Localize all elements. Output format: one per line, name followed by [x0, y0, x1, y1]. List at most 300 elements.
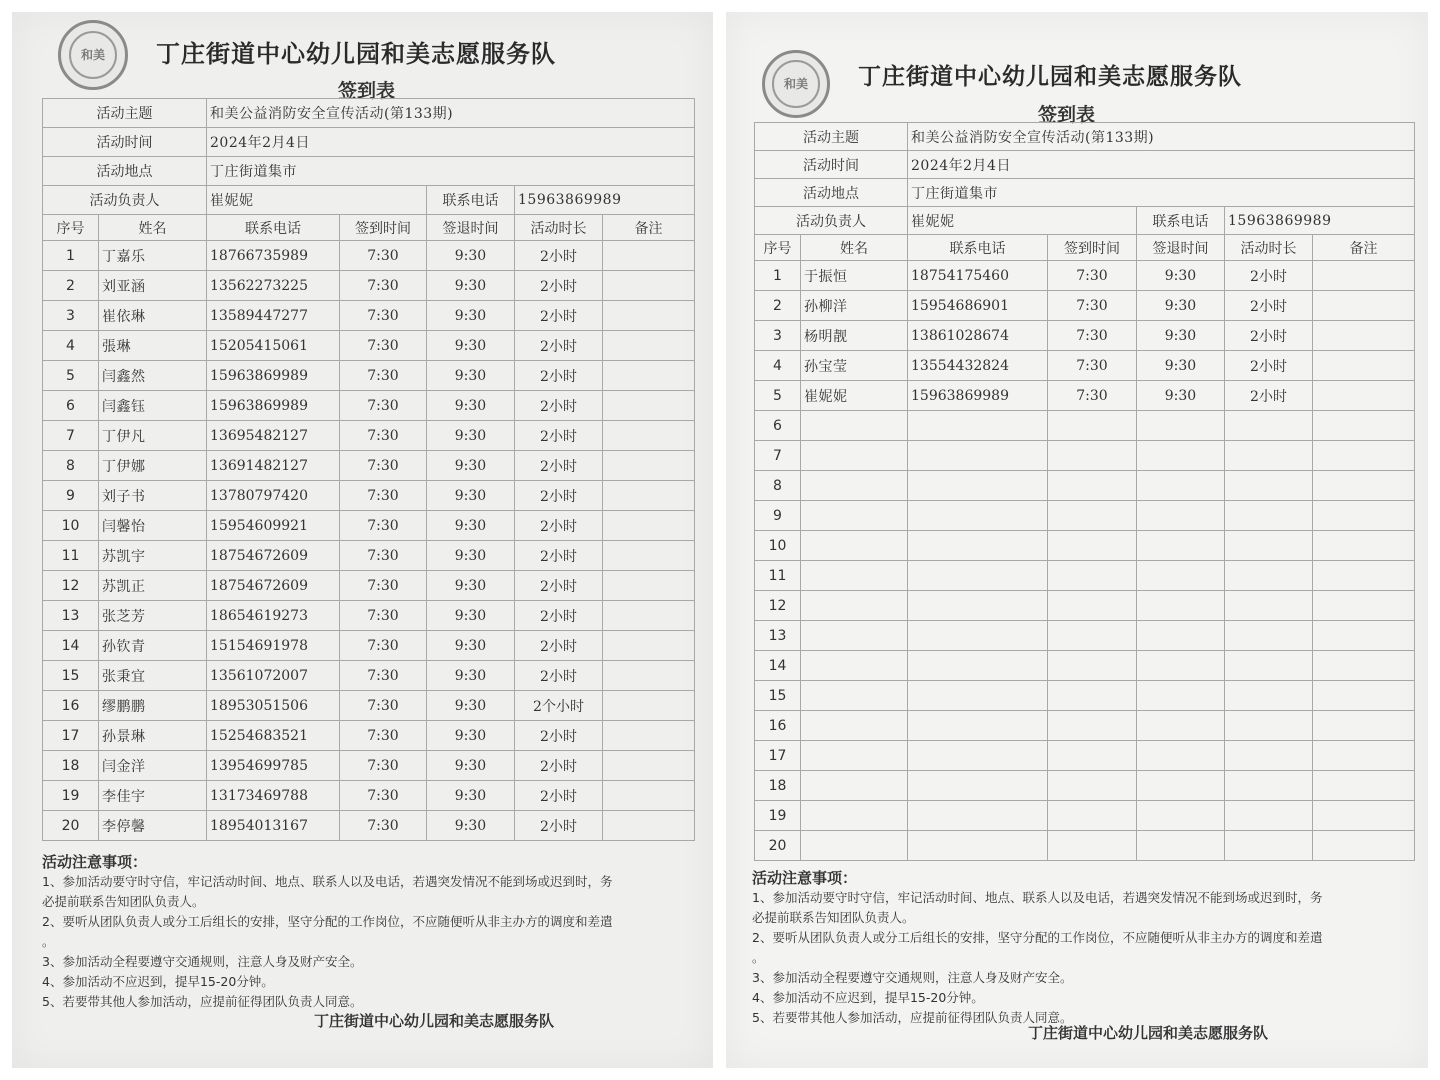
volunteer-name: 杨明靓 [801, 321, 908, 351]
activity-duration: 2小时 [515, 361, 603, 391]
remarks [603, 541, 695, 571]
sign-in-time: 7:30 [340, 481, 427, 511]
activity-duration [1225, 591, 1313, 621]
remarks [603, 601, 695, 631]
team-emblem-icon [58, 20, 128, 90]
col-header-name: 姓名 [99, 215, 207, 241]
row-number: 20 [755, 831, 801, 861]
sign-out-time: 9:30 [1137, 381, 1225, 411]
volunteer-name [801, 621, 908, 651]
note-line: 2、要听从团队负责人或分工后组长的安排，坚守分配的工作岗位，不应随便听从非主办方的调度和差遣 [42, 914, 613, 929]
sign-in-time: 7:30 [340, 691, 427, 721]
col-header-duration: 活动时长 [1225, 235, 1313, 261]
activity-leader: 崔妮妮 [207, 186, 427, 215]
notes-right [752, 868, 1417, 1028]
remarks [1313, 681, 1415, 711]
sign-in-time [1048, 681, 1137, 711]
volunteer-name: 苏凯正 [99, 571, 207, 601]
note-line: 5、若要带其他人参加活动，应提前征得团队负责人同意。 [42, 994, 363, 1009]
footer-org: 丁庄街道中心幼儿园和美志愿服务队 [314, 1012, 555, 1030]
col-header-no: 序号 [43, 215, 99, 241]
volunteer-phone [908, 561, 1048, 591]
col-header-phone: 联系电话 [207, 215, 340, 241]
table-row [43, 721, 695, 751]
sign-in-time: 7:30 [340, 241, 427, 271]
remarks [1313, 411, 1415, 441]
volunteer-name [801, 411, 908, 441]
sign-out-time [1137, 561, 1225, 591]
table-row [43, 691, 695, 721]
note-line: 。 [752, 950, 765, 965]
volunteer-phone: 13561072007 [207, 661, 340, 691]
activity-duration: 2小时 [1225, 291, 1313, 321]
volunteer-phone: 15963869989 [908, 381, 1048, 411]
row-number: 7 [755, 441, 801, 471]
activity-duration: 2小时 [1225, 381, 1313, 411]
volunteer-phone: 15963869989 [207, 391, 340, 421]
activity-place: 丁庄街道集市 [207, 157, 695, 186]
row-number: 11 [43, 541, 99, 571]
label-place: 活动地点 [755, 179, 908, 207]
label-time: 活动时间 [755, 151, 908, 179]
activity-duration: 2小时 [515, 451, 603, 481]
sign-in-time: 7:30 [340, 811, 427, 841]
activity-duration: 2小时 [1225, 351, 1313, 381]
activity-duration: 2小时 [1225, 261, 1313, 291]
volunteer-phone [908, 411, 1048, 441]
remarks [1313, 591, 1415, 621]
volunteer-name [801, 651, 908, 681]
sign-in-time [1048, 561, 1137, 591]
row-number: 9 [43, 481, 99, 511]
sign-out-time [1137, 621, 1225, 651]
volunteer-name: 丁伊凡 [99, 421, 207, 451]
volunteer-name: 孙景琳 [99, 721, 207, 751]
volunteer-phone: 13780797420 [207, 481, 340, 511]
remarks [1313, 261, 1415, 291]
col-header-sign-out: 签退时间 [1137, 235, 1225, 261]
activity-duration: 2小时 [515, 601, 603, 631]
note-line: 。 [42, 934, 55, 949]
sign-out-time: 9:30 [427, 781, 515, 811]
row-number: 4 [43, 331, 99, 361]
volunteer-phone: 15254683521 [207, 721, 340, 751]
note-line: 4、参加活动不应迟到，提早15-20分钟。 [42, 974, 274, 989]
table-row [43, 451, 695, 481]
sign-out-time: 9:30 [427, 391, 515, 421]
volunteer-phone: 18766735989 [207, 241, 340, 271]
volunteer-name: 闫鑫钰 [99, 391, 207, 421]
note-line: 必提前联系告知团队负责人。 [752, 910, 915, 925]
remarks [603, 451, 695, 481]
sign-out-time: 9:30 [427, 691, 515, 721]
row-number: 10 [43, 511, 99, 541]
volunteer-phone [908, 771, 1048, 801]
volunteer-phone [908, 591, 1048, 621]
sign-out-time [1137, 681, 1225, 711]
remarks [603, 631, 695, 661]
note-line: 2、要听从团队负责人或分工后组长的安排，坚守分配的工作岗位，不应随便听从非主办方的调度和差遣 [752, 930, 1323, 945]
volunteer-phone: 15954609921 [207, 511, 340, 541]
col-header-sign-in: 签到时间 [340, 215, 427, 241]
table-row [43, 361, 695, 391]
remarks [603, 721, 695, 751]
sign-in-time [1048, 411, 1137, 441]
column-header-row [755, 235, 1415, 261]
volunteer-phone [908, 801, 1048, 831]
table-row [755, 531, 1415, 561]
table-row [43, 661, 695, 691]
volunteer-name: 丁嘉乐 [99, 241, 207, 271]
activity-duration [1225, 801, 1313, 831]
row-number: 1 [43, 241, 99, 271]
activity-duration: 2小时 [515, 541, 603, 571]
row-number: 17 [43, 721, 99, 751]
activity-duration [1225, 441, 1313, 471]
table-row [755, 501, 1415, 531]
row-number: 3 [755, 321, 801, 351]
volunteer-name [801, 561, 908, 591]
sign-in-time [1048, 711, 1137, 741]
volunteer-phone: 13695482127 [207, 421, 340, 451]
activity-duration [1225, 681, 1313, 711]
remarks [603, 691, 695, 721]
note-line: 5、若要带其他人参加活动，应提前征得团队负责人同意。 [752, 1010, 1073, 1025]
table-row [755, 831, 1415, 861]
activity-duration [1225, 561, 1313, 591]
sign-in-time: 7:30 [340, 781, 427, 811]
volunteer-phone: 13554432824 [908, 351, 1048, 381]
leader-phone: 15963869989 [515, 186, 695, 215]
volunteer-name [801, 801, 908, 831]
volunteer-phone: 18954013167 [207, 811, 340, 841]
sign-out-time [1137, 411, 1225, 441]
remarks [603, 271, 695, 301]
volunteer-name: 闫金洋 [99, 751, 207, 781]
sign-in-time [1048, 531, 1137, 561]
row-number: 18 [43, 751, 99, 781]
remarks [1313, 561, 1415, 591]
activity-duration [1225, 531, 1313, 561]
volunteer-name [801, 741, 908, 771]
remarks [603, 511, 695, 541]
sign-in-time: 7:30 [340, 541, 427, 571]
table-row [755, 261, 1415, 291]
sign-in-time: 7:30 [340, 391, 427, 421]
row-number: 7 [43, 421, 99, 451]
remarks [1313, 801, 1415, 831]
activity-theme: 和美公益消防安全宣传活动(第133期) [207, 99, 695, 128]
remarks [1313, 501, 1415, 531]
volunteer-phone [908, 471, 1048, 501]
notes-title: 活动注意事项： [42, 853, 148, 871]
activity-duration: 2小时 [515, 271, 603, 301]
activity-duration: 2小时 [515, 631, 603, 661]
remarks [1313, 651, 1415, 681]
sign-out-time [1137, 471, 1225, 501]
activity-duration: 2小时 [1225, 321, 1313, 351]
remarks [1313, 531, 1415, 561]
table-row [43, 421, 695, 451]
remarks [1313, 621, 1415, 651]
volunteer-phone [908, 681, 1048, 711]
row-number: 4 [755, 351, 801, 381]
volunteer-name: 崔依琳 [99, 301, 207, 331]
footer-org: 丁庄街道中心幼儿园和美志愿服务队 [1028, 1024, 1269, 1042]
activity-time: 2024年2月4日 [908, 151, 1415, 179]
row-number: 3 [43, 301, 99, 331]
volunteer-name: 闫鑫然 [99, 361, 207, 391]
remarks [1313, 471, 1415, 501]
remarks [603, 571, 695, 601]
activity-leader: 崔妮妮 [908, 207, 1137, 235]
sign-out-time [1137, 651, 1225, 681]
sign-out-time: 9:30 [427, 541, 515, 571]
note-line: 3、参加活动全程要遵守交通规则，注意人身及财产安全。 [752, 970, 1073, 985]
sign-in-time [1048, 651, 1137, 681]
sign-out-time [1137, 801, 1225, 831]
volunteer-name [801, 591, 908, 621]
table-row [43, 511, 695, 541]
volunteer-name: 丁伊娜 [99, 451, 207, 481]
sign-out-time: 9:30 [427, 511, 515, 541]
activity-place: 丁庄街道集市 [908, 179, 1415, 207]
table-row [755, 561, 1415, 591]
sign-out-time: 9:30 [427, 361, 515, 391]
row-number: 15 [755, 681, 801, 711]
row-number: 19 [43, 781, 99, 811]
volunteer-phone [908, 711, 1048, 741]
remarks [603, 331, 695, 361]
remarks [603, 301, 695, 331]
remarks [603, 391, 695, 421]
col-header-phone: 联系电话 [908, 235, 1048, 261]
row-number: 20 [43, 811, 99, 841]
activity-duration [1225, 711, 1313, 741]
sign-out-time: 9:30 [427, 451, 515, 481]
sign-in-time [1048, 591, 1137, 621]
sign-in-time [1048, 621, 1137, 651]
volunteer-name: 苏凯宇 [99, 541, 207, 571]
row-number: 12 [43, 571, 99, 601]
form-title: 签到表 [338, 80, 396, 102]
sign-in-time: 7:30 [340, 301, 427, 331]
volunteer-phone: 13691482127 [207, 451, 340, 481]
column-header-row [43, 215, 695, 241]
volunteer-name: 张芝芳 [99, 601, 207, 631]
volunteer-phone: 18754672609 [207, 541, 340, 571]
volunteer-phone: 18754175460 [908, 261, 1048, 291]
table-row [43, 541, 695, 571]
col-header-remarks: 备注 [603, 215, 695, 241]
note-line: 必提前联系告知团队负责人。 [42, 894, 205, 909]
volunteer-phone [908, 621, 1048, 651]
activity-duration [1225, 411, 1313, 441]
remarks [603, 781, 695, 811]
sign-out-time: 9:30 [427, 271, 515, 301]
row-number: 15 [43, 661, 99, 691]
remarks [1313, 351, 1415, 381]
activity-duration: 2小时 [515, 751, 603, 781]
row-number: 9 [755, 501, 801, 531]
volunteer-name [801, 711, 908, 741]
label-place: 活动地点 [43, 157, 207, 186]
remarks [603, 661, 695, 691]
row-number: 13 [43, 601, 99, 631]
remarks [1313, 711, 1415, 741]
activity-duration [1225, 831, 1313, 861]
sign-out-time: 9:30 [427, 241, 515, 271]
volunteer-phone [908, 831, 1048, 861]
sign-out-time: 9:30 [427, 301, 515, 331]
remarks [603, 481, 695, 511]
sign-out-time: 9:30 [427, 721, 515, 751]
row-number: 10 [755, 531, 801, 561]
volunteer-phone: 15205415061 [207, 331, 340, 361]
col-header-no: 序号 [755, 235, 801, 261]
row-number: 18 [755, 771, 801, 801]
activity-duration [1225, 741, 1313, 771]
activity-duration [1225, 501, 1313, 531]
sign-in-time: 7:30 [340, 661, 427, 691]
activity-duration: 2小时 [515, 781, 603, 811]
note-line: 1、参加活动要守时守信，牢记活动时间、地点、联系人以及电话，若遇突发情况不能到场或迟到时，务 [752, 890, 1323, 905]
sign-in-time: 7:30 [340, 421, 427, 451]
table-row [755, 291, 1415, 321]
sign-in-time [1048, 741, 1137, 771]
volunteer-phone: 15154691978 [207, 631, 340, 661]
table-row [43, 481, 695, 511]
emblem-label: 和美 [772, 60, 819, 107]
table-row [43, 331, 695, 361]
activity-duration: 2小时 [515, 421, 603, 451]
volunteer-phone: 13562273225 [207, 271, 340, 301]
volunteer-phone: 18654619273 [207, 601, 340, 631]
table-row [755, 801, 1415, 831]
sign-out-time: 9:30 [427, 631, 515, 661]
table-row [43, 601, 695, 631]
row-number: 8 [43, 451, 99, 481]
row-number: 19 [755, 801, 801, 831]
remarks [1313, 321, 1415, 351]
table-row [755, 621, 1415, 651]
sign-out-time: 9:30 [427, 331, 515, 361]
table-row [755, 381, 1415, 411]
volunteer-name [801, 681, 908, 711]
volunteer-phone: 15963869989 [207, 361, 340, 391]
sign-in-table [42, 98, 695, 841]
table-row [43, 571, 695, 601]
remarks [1313, 381, 1415, 411]
label-theme: 活动主题 [755, 123, 908, 151]
sign-in-sheet-left [12, 12, 713, 1068]
sign-out-time [1137, 771, 1225, 801]
remarks [1313, 771, 1415, 801]
col-header-remarks: 备注 [1313, 235, 1415, 261]
sign-in-time: 7:30 [340, 331, 427, 361]
col-header-sign-out: 签退时间 [427, 215, 515, 241]
label-theme: 活动主题 [43, 99, 207, 128]
label-time: 活动时间 [43, 128, 207, 157]
volunteer-name: 張琳 [99, 331, 207, 361]
volunteer-phone: 13861028674 [908, 321, 1048, 351]
sign-out-time: 9:30 [1137, 321, 1225, 351]
row-number: 8 [755, 471, 801, 501]
volunteer-name: 缪鹏鹏 [99, 691, 207, 721]
sign-in-sheet-right [726, 12, 1428, 1068]
row-number: 14 [43, 631, 99, 661]
row-number: 14 [755, 651, 801, 681]
sign-in-time: 7:30 [1048, 321, 1137, 351]
sign-out-time: 9:30 [427, 571, 515, 601]
volunteer-name: 李佳宇 [99, 781, 207, 811]
table-row [43, 301, 695, 331]
sign-out-time: 9:30 [1137, 261, 1225, 291]
label-leader: 活动负责人 [43, 186, 207, 215]
activity-duration [1225, 771, 1313, 801]
row-number: 6 [755, 411, 801, 441]
volunteer-name: 崔妮妮 [801, 381, 908, 411]
volunteer-phone [908, 501, 1048, 531]
volunteer-name: 孙柳洋 [801, 291, 908, 321]
sign-out-time [1137, 591, 1225, 621]
sign-in-time: 7:30 [340, 361, 427, 391]
row-number: 6 [43, 391, 99, 421]
volunteer-name [801, 471, 908, 501]
sign-in-time: 7:30 [340, 601, 427, 631]
sign-in-time: 7:30 [340, 451, 427, 481]
volunteer-phone: 18953051506 [207, 691, 340, 721]
remarks [603, 751, 695, 781]
activity-duration [1225, 651, 1313, 681]
volunteer-phone [908, 651, 1048, 681]
sign-out-time [1137, 501, 1225, 531]
table-row [43, 271, 695, 301]
table-row [43, 391, 695, 421]
org-title: 丁庄街道中心幼儿园和美志愿服务队 [858, 64, 1242, 90]
remarks [1313, 441, 1415, 471]
volunteer-phone [908, 531, 1048, 561]
table-row [43, 241, 695, 271]
sign-in-time [1048, 771, 1137, 801]
volunteer-phone: 13173469788 [207, 781, 340, 811]
sign-in-time [1048, 441, 1137, 471]
volunteer-phone: 13589447277 [207, 301, 340, 331]
volunteer-name [801, 531, 908, 561]
label-phone: 联系电话 [427, 186, 515, 215]
label-phone: 联系电话 [1137, 207, 1225, 235]
activity-duration: 2小时 [515, 811, 603, 841]
volunteer-name: 刘亚涵 [99, 271, 207, 301]
activity-duration: 2小时 [515, 661, 603, 691]
sign-in-time [1048, 831, 1137, 861]
activity-duration: 2小时 [515, 331, 603, 361]
activity-duration: 2个小时 [515, 691, 603, 721]
remarks [603, 421, 695, 451]
sign-in-time: 7:30 [1048, 381, 1137, 411]
activity-duration: 2小时 [515, 481, 603, 511]
remarks [603, 811, 695, 841]
notes-title: 活动注意事项： [752, 869, 858, 887]
activity-duration [1225, 621, 1313, 651]
sign-out-time: 9:30 [427, 601, 515, 631]
label-leader: 活动负责人 [755, 207, 908, 235]
row-number: 5 [43, 361, 99, 391]
volunteer-name: 于振恒 [801, 261, 908, 291]
remarks [603, 241, 695, 271]
sign-out-time [1137, 711, 1225, 741]
remarks [1313, 291, 1415, 321]
